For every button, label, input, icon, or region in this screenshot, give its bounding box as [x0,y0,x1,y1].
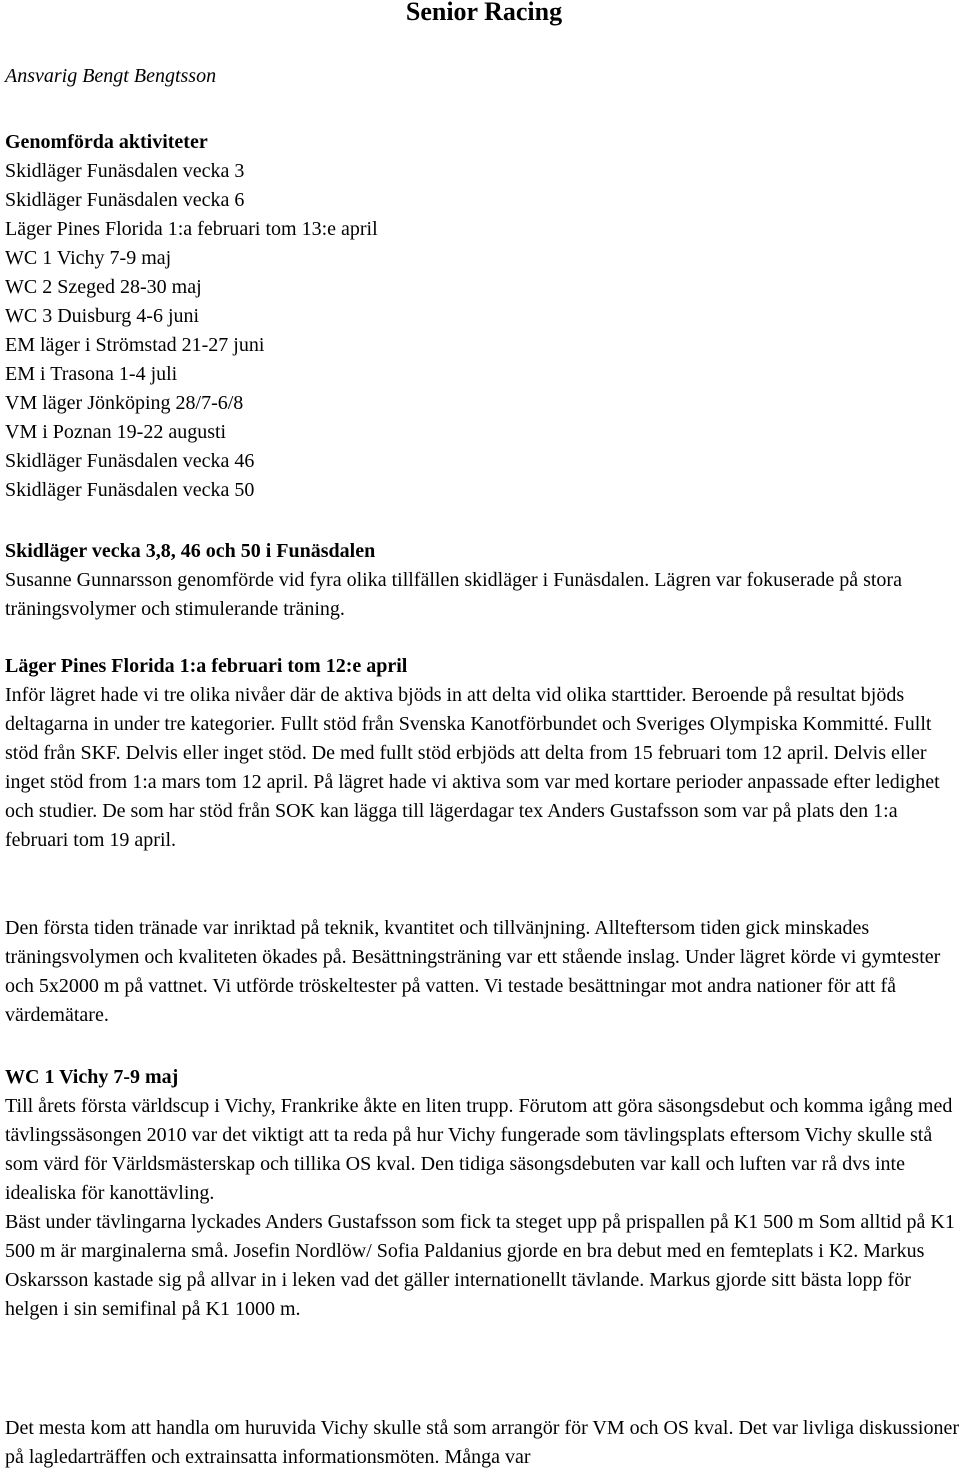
wc1-results-paragraph: Bäst under tävlingarna lyckades Anders Gustafsson som fick ta steget upp på prispallen på K1 500 m Som alltid på K1 500 m är marginalerna små. Josefin Nordlöw/ Sofia Paldanius gjorde en bra debut med en femteplats i K2. Markus Oskarsson kastade sig på allvar in i leken vad det gäller internationellt tävlande. Markus gjorde sitt bästa lopp för helgen i sin semifinal på K1 1000 m. [5,1211,955,1320]
activity-item: Skidläger Funäsdalen vecka 3 [5,160,245,182]
pines-camp-paragraph: Inför lägret hade vi tre olika nivåer där de aktiva bjöds in att delta vid olika starttider. Beroende på resultat bjöds deltagarna in under tre kategorier. Fullt stöd från Svenska Kanotförbundet och Sveriges Olympiska Kommitté. Fullt stöd från SKF. Delvis eller inget stöd. De med fullt stöd erbjöds att delta from 15 februari tom 12 april. Delvis eller inget stöd from 1:a mars tom 12 april. På lägret hade vi aktiva som var med kortare perioder anpassade efter ledighet och studier. De som har stöd från SOK kan lägga till lägerdagar tex Anders Gustafsson som var på plats den 1:a februari tom 19 april. [5,684,940,851]
activity-item: Skidläger Funäsdalen vecka 50 [5,479,255,501]
wc1-section [5,1063,960,1324]
activity-item: Skidläger Funäsdalen vecka 6 [5,189,245,211]
activities-section [5,128,378,505]
ski-camp-heading: Skidläger vecka 3,8, 46 och 50 i Funäsdalen [5,540,376,562]
activity-item: WC 3 Duisburg 4-6 juni [5,305,200,327]
pines-camp-section [5,652,960,855]
pines-training-section [5,914,960,1030]
wc1-heading: WC 1 Vichy 7-9 maj [5,1066,179,1088]
ski-camp-section [5,537,960,624]
ski-camp-paragraph: Susanne Gunnarsson genomförde vid fyra olika tillfällen skidläger i Funäsdalen. Lägren var fokuserade på stora träningsvolymer och stimulerande träning. [5,569,902,620]
activity-item: VM läger Jönköping 28/7-6/8 [5,392,244,414]
wc1-arrangement-section [5,1414,960,1472]
responsible-person: Ansvarig Bengt Bengtsson [5,65,217,87]
activity-item: Läger Pines Florida 1:a februari tom 13:e april [5,218,378,240]
activity-item: VM i Poznan 19-22 augusti [5,421,227,443]
wc1-arrangement-paragraph: Det mesta kom att handla om huruvida Vichy skulle stå som arrangör för VM och OS kval. Det var livliga diskussioner på lagledarträffen och extrainsatta informationsmöten. Många var [5,1417,959,1468]
activity-item: WC 2 Szeged 28-30 maj [5,276,202,298]
activities-list [5,157,378,505]
activity-item: EM i Trasona 1-4 juli [5,363,178,385]
activity-item: EM läger i Strömstad 21-27 juni [5,334,265,356]
activity-item: Skidläger Funäsdalen vecka 46 [5,450,255,472]
page-title: Senior Racing [405,0,563,26]
pines-training-paragraph: Den första tiden tränade var inriktad på teknik, kvantitet och tillvänjning. Allteftersom tiden gick minskades träningsvolymen och kvaliteten ökades på. Besättningsträning var ett stående inslag. Under lägret körde vi gymtester och 5x2000 m på vattnet. Vi utförde tröskeltester på vatten. Vi testade besättningar mot andra nationer för att få värdemätare. [5,917,941,1026]
activity-item: WC 1 Vichy 7-9 maj [5,247,172,269]
pines-camp-heading: Läger Pines Florida 1:a februari tom 12:e april [5,655,408,677]
wc1-paragraph: Till årets första världscup i Vichy, Frankrike åkte en liten trupp. Förutom att göra säsongsdebut och komma igång med tävlingssäsongen 2010 var det viktigt att ta reda på hur Vichy fungerade som tävlingsplats eftersom Vichy skulle stå som värd för Världsmästerskap och tillika OS kval. Den tidiga säsongsdebuten var kall och luften var rå dvs inte idealiska för kanottävling. [5,1095,953,1204]
activities-heading: Genomförda aktiviteter [5,131,208,153]
